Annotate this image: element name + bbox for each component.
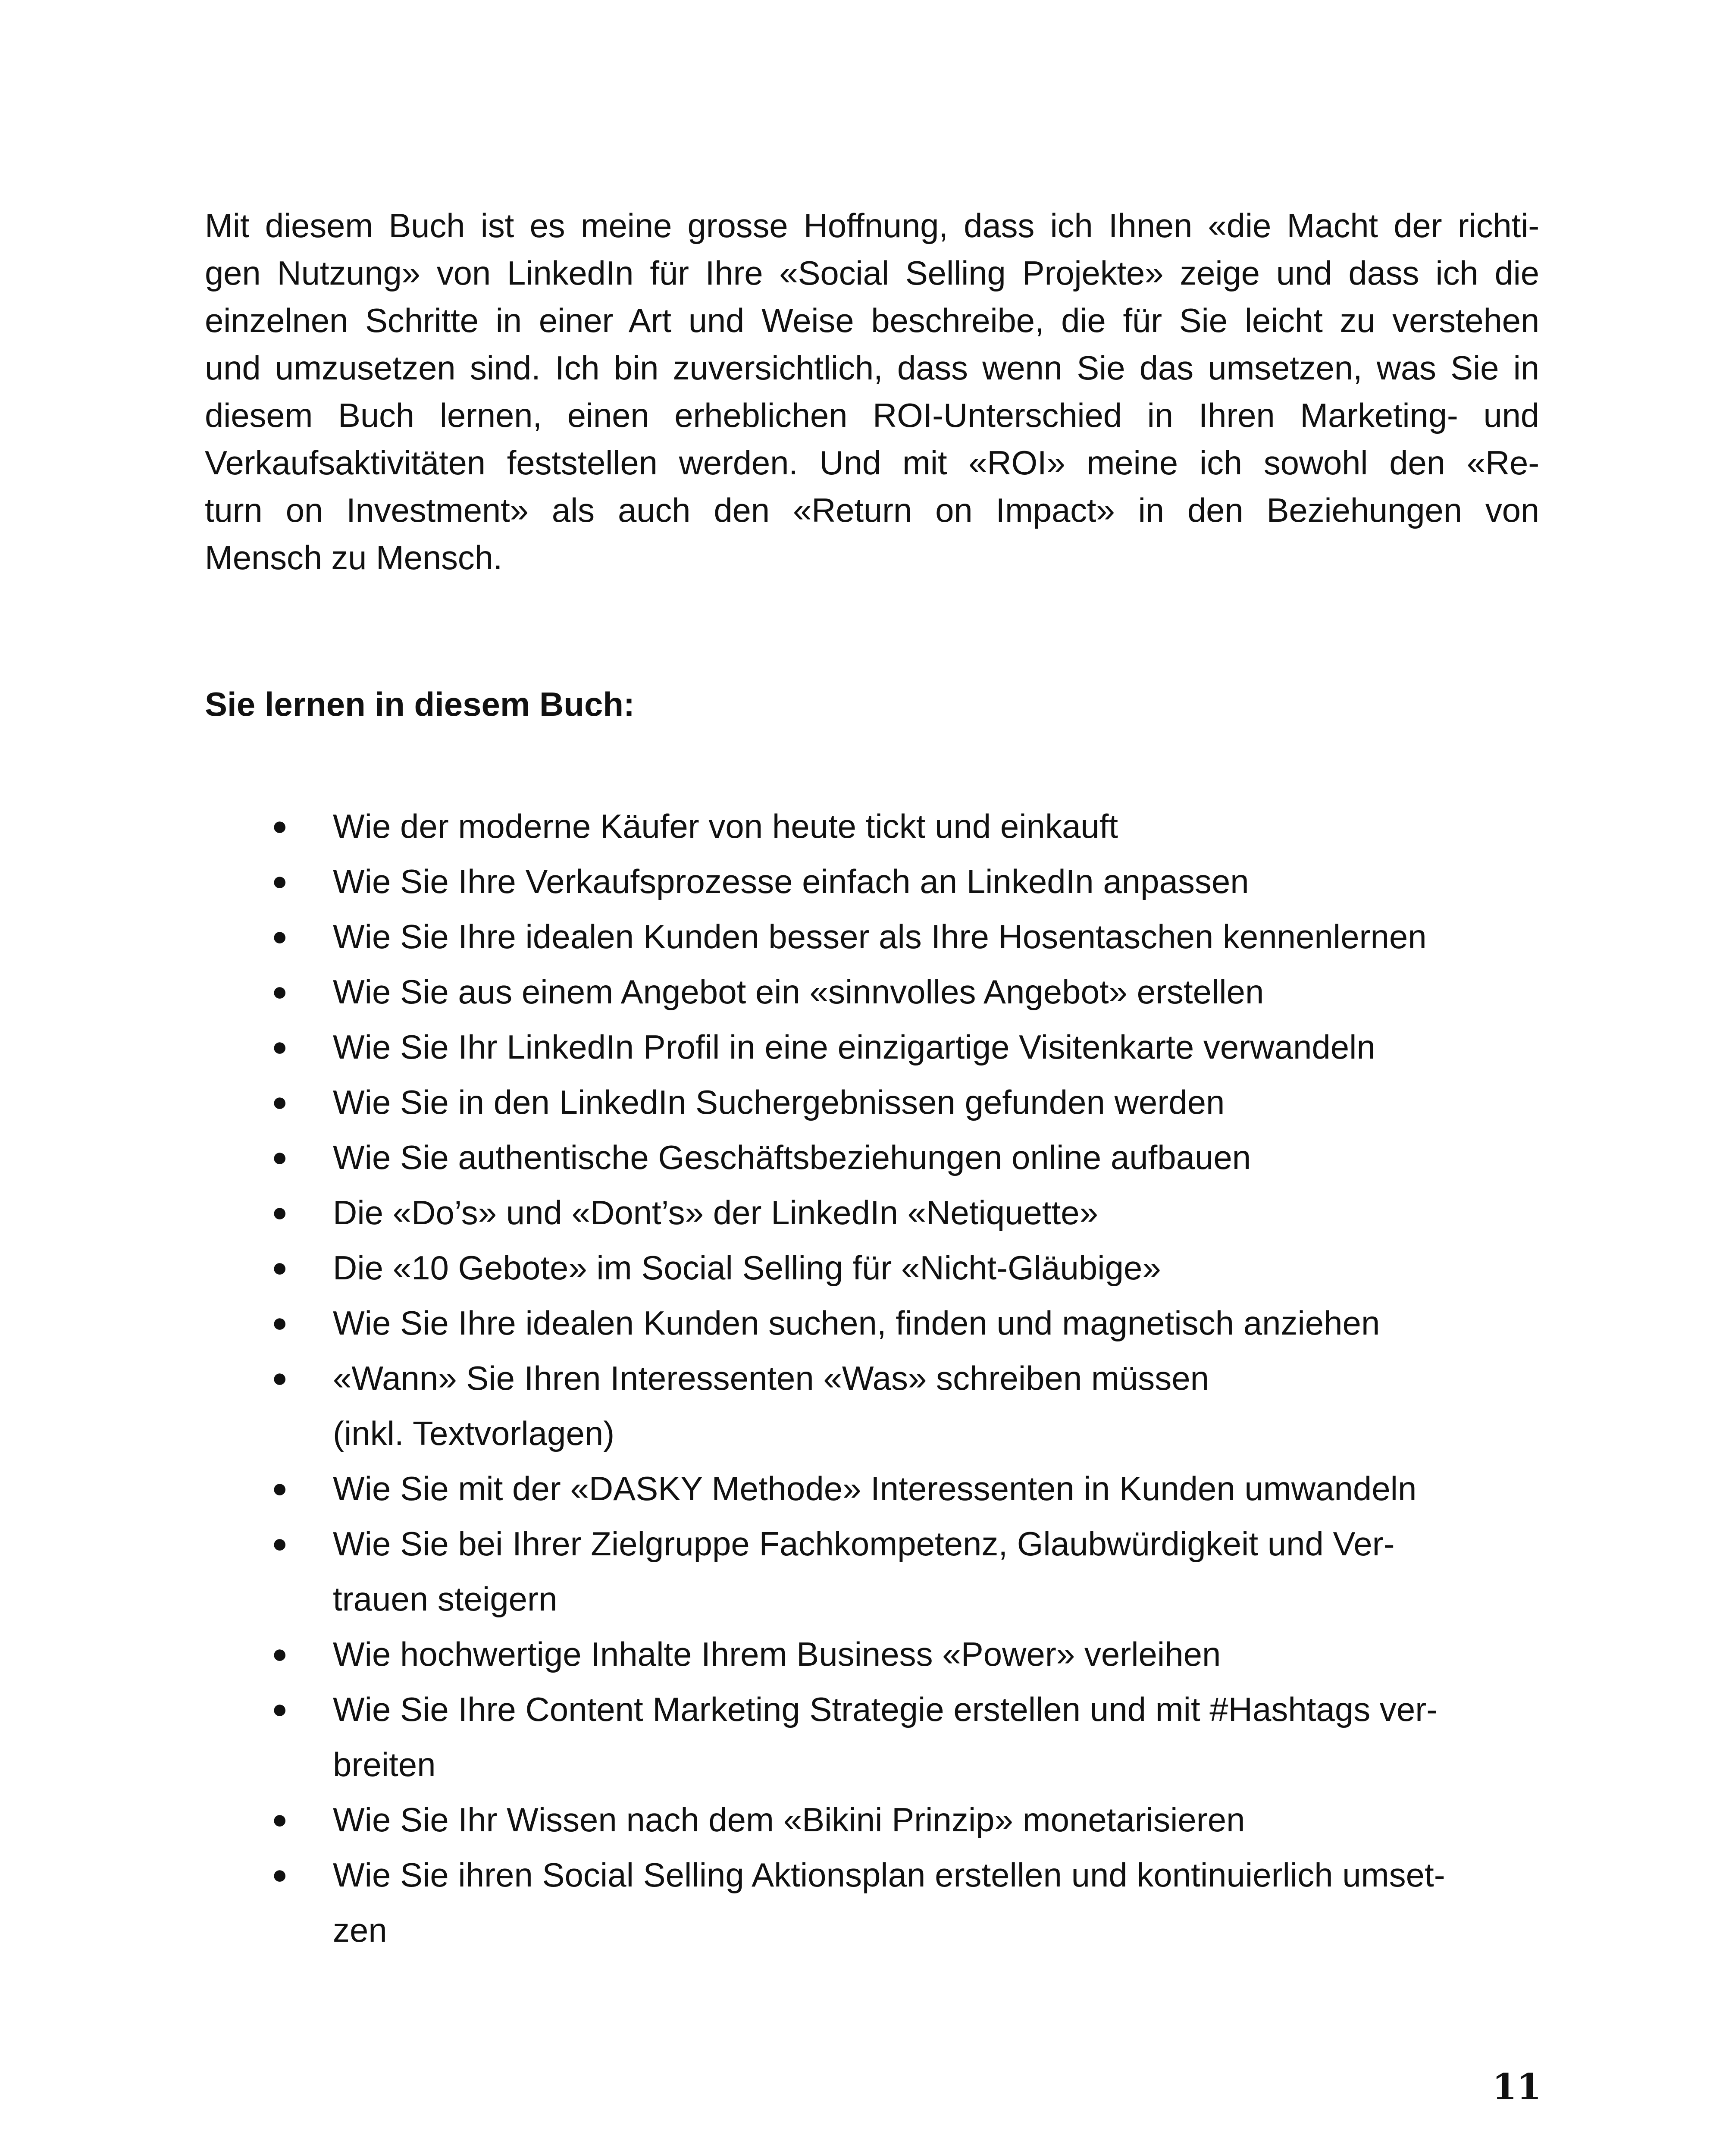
intro-line: Verkaufsaktivitäten feststellen werden. Und mit «ROI» meine ich sowohl den «Re- [205,444,1539,482]
list-item [267,1019,1539,1075]
list-item-text: Wie Sie Ihr Wissen nach dem «Bikini Prinzip» monetarisieren [333,1801,1245,1839]
bullet-icon: ● [272,1032,288,1062]
bullet-icon: ● [272,1308,288,1338]
list-item [267,1351,1539,1461]
list-item-text: Wie Sie Ihre Verkaufsprozesse einfach an LinkedIn anpassen [333,862,1249,900]
list-item-text-continued: trauen steigern [333,1580,557,1618]
list-item [267,1075,1539,1130]
bullet-icon: ● [272,921,288,951]
list-item [267,1130,1539,1185]
list-item [267,1240,1539,1295]
list-item-text: Wie Sie in den LinkedIn Suchergebnissen gefunden werden [333,1083,1225,1121]
list-item [267,1682,1539,1792]
list-item [267,1792,1539,1847]
list-item-text-continued: zen [333,1911,387,1949]
bullet-icon: ● [272,1860,288,1890]
list-item-text: Wie Sie Ihre Content Marketing Strategie erstellen und mit #Hashtags ver- [333,1690,1438,1728]
list-item-text: «Wann» Sie Ihren Interessenten «Was» schreiben müssen [333,1359,1209,1397]
list-item-text: Wie Sie bei Ihrer Zielgruppe Fachkompetenz, Glaubwürdigkeit und Ver- [333,1525,1395,1563]
list-item [267,909,1539,964]
list-item [267,1295,1539,1351]
section-heading: Sie lernen in diesem Buch: [205,685,635,723]
list-item-text: Wie Sie aus einem Angebot ein «sinnvolles Angebot» erstellen [333,973,1264,1011]
bullet-icon: ● [272,1197,288,1227]
bullet-icon: ● [272,977,288,1006]
list-item-text: Wie der moderne Käufer von heute tickt und einkauft [333,807,1118,845]
intro-paragraph [205,202,1539,581]
bullet-icon: ● [272,1805,288,1834]
list-item-text: Die «Do’s» und «Dont’s» der LinkedIn «Netiquette» [333,1194,1098,1232]
intro-line: Mit diesem Buch ist es meine grosse Hoffnung, dass ich Ihnen «die Macht der richti- [205,207,1539,244]
list-item [267,854,1539,909]
list-item-text: Wie Sie Ihr LinkedIn Profil in eine einzigartige Visitenkarte verwandeln [333,1028,1375,1066]
bullet-icon: ● [272,811,288,841]
list-item [267,1185,1539,1240]
page-number: 11 [1492,2066,1541,2108]
list-item-text: Wie Sie authentische Geschäftsbeziehungen online aufbauen [333,1138,1251,1176]
intro-line: Mensch zu Mensch. [205,539,503,577]
list-item [267,1847,1539,1958]
list-item [267,964,1539,1019]
list-item [267,1461,1539,1516]
list-item-text: Wie Sie Ihre idealen Kunden suchen, finden und magnetisch anziehen [333,1304,1380,1342]
list-item-text: Wie Sie ihren Social Selling Aktionsplan erstellen und kontinuierlich umset- [333,1856,1445,1894]
bullet-icon: ● [272,1694,288,1724]
list-item [267,1626,1539,1682]
bullet-icon: ● [272,1639,288,1669]
list-item-text: Wie hochwertige Inhalte Ihrem Business «Power» verleihen [333,1635,1221,1673]
intro-line: turn on Investment» als auch den «Return on Impact» in den Beziehungen von [205,491,1539,529]
list-item-text-continued: (inkl. Textvorlagen) [333,1414,615,1452]
bullet-icon: ● [272,866,288,896]
intro-line: und umzusetzen sind. Ich bin zuversichtlich, dass wenn Sie das umsetzen, was Sie in [205,349,1539,387]
learning-list [267,799,1539,1958]
bullet-icon: ● [272,1473,288,1503]
list-item [267,1516,1539,1626]
bullet-icon: ● [272,1529,288,1558]
bullet-icon: ● [272,1087,288,1117]
bullet-icon: ● [272,1142,288,1172]
list-item [267,799,1539,854]
list-item-text-continued: breiten [333,1745,436,1783]
list-item-text: Wie Sie Ihre idealen Kunden besser als Ihre Hosentaschen kennenlernen [333,918,1427,956]
bullet-icon: ● [272,1363,288,1393]
list-item-text: Die «10 Gebote» im Social Selling für «Nicht-Gläubige» [333,1249,1161,1287]
list-item-text: Wie Sie mit der «DASKY Methode» Interessenten in Kunden umwandeln [333,1470,1417,1507]
intro-line: gen Nutzung» von LinkedIn für Ihre «Social Selling Projekte» zeige und dass ich die [205,254,1539,292]
bullet-icon: ● [272,1253,288,1282]
intro-line: diesem Buch lernen, einen erheblichen ROI-Unterschied in Ihren Marketing- und [205,396,1539,434]
intro-line: einzelnen Schritte in einer Art und Weise beschreibe, die für Sie leicht zu verstehen [205,301,1539,339]
